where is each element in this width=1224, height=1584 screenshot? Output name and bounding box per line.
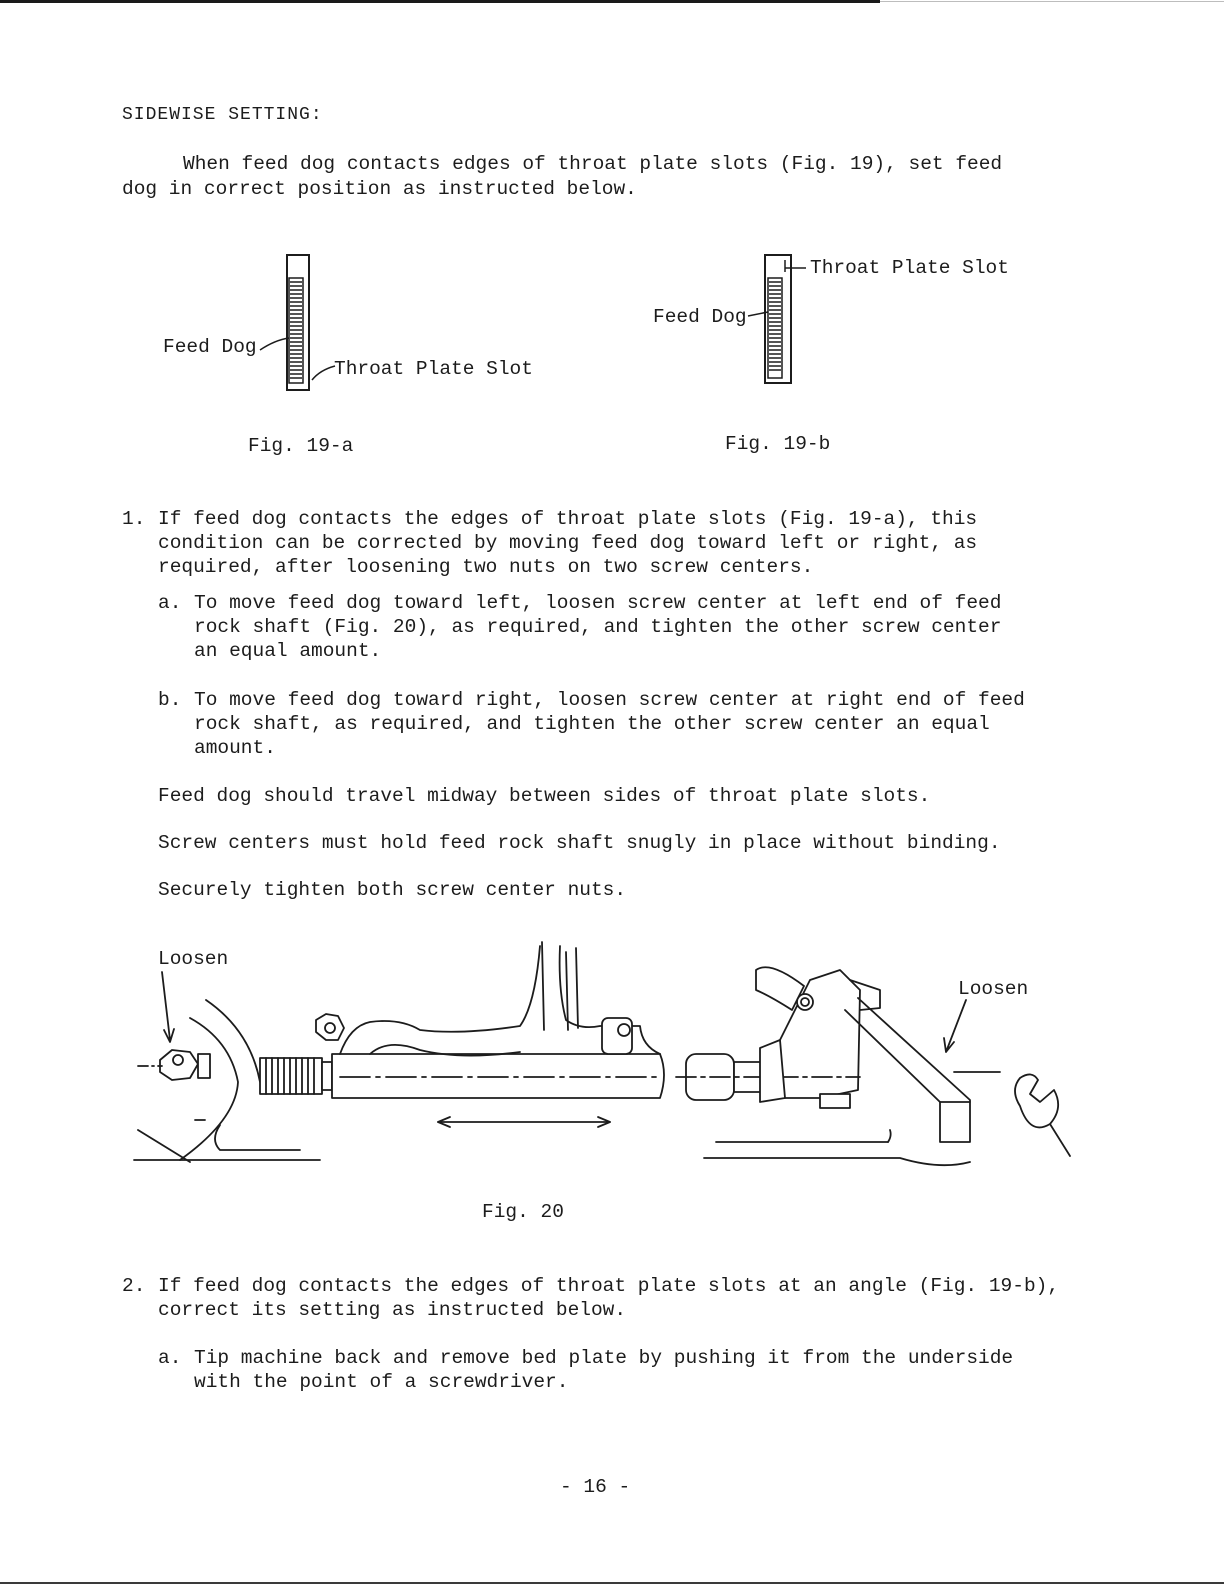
feed-dog-shape [289, 278, 303, 383]
loosen-right-label: Loosen [958, 978, 1029, 1000]
item-1b-line-2: rock shaft, as required, and tighten the other screw center an equal [194, 713, 990, 735]
throat-plate-slot-label-b: Throat Plate Slot [810, 257, 1009, 279]
throat-plate-slot-label-a: Throat Plate Slot [334, 358, 533, 380]
feed-dog-label-b: Feed Dog [653, 306, 747, 328]
figure-20 [120, 930, 1090, 1230]
loosen-left-arrow [162, 972, 174, 1042]
figure-19b [640, 240, 1060, 470]
item-2a-label: a. [158, 1347, 182, 1369]
item-1b-line-3: amount. [194, 737, 276, 759]
top-rule [0, 0, 880, 3]
left-casting [180, 1018, 238, 1160]
fig-19a-caption: Fig. 19-a [248, 435, 354, 457]
item-1-line-1: If feed dog contacts the edges of throat plate slots (Fig. 19-a), this [158, 508, 978, 530]
slot-leader [312, 366, 335, 380]
feed-dog-label-a: Feed Dog [163, 336, 257, 358]
item-1-line-3: required, after loosening two nuts on two screw centers. [158, 556, 814, 578]
item-1-line-2: condition can be corrected by moving feed dog toward left or right, as [158, 532, 978, 554]
item-2a-line-2: with the point of a screwdriver. [194, 1371, 569, 1393]
section-heading: SIDEWISE SETTING: [122, 105, 323, 125]
rock-shaft-arm [316, 942, 660, 1056]
intro-line-1: When feed dog contacts edges of throat plate slots (Fig. 19), set feed [183, 153, 1003, 175]
feed-rock-shaft [332, 1054, 664, 1098]
note-line-3: Securely tighten both screw center nuts. [158, 879, 627, 901]
bed-line-right [704, 1158, 970, 1165]
item-1b-line-1: To move feed dog toward right, loosen screw center at right end of feed [194, 689, 1025, 711]
page-number: - 16 - [560, 1476, 631, 1498]
motion-arrow [438, 1117, 610, 1127]
top-rule-faint [880, 1, 1224, 2]
left-screw-center-nut [160, 1050, 210, 1080]
item-1a-line-1: To move feed dog toward left, loosen screw center at left end of feed [194, 592, 1002, 614]
feed-dog-shape [768, 278, 782, 378]
item-2-line-2: correct its setting as instructed below. [158, 1299, 627, 1321]
item-1a-label: a. [158, 592, 182, 614]
item-1a-line-2: rock shaft (Fig. 20), as required, and tighten the other screw center [194, 616, 1002, 638]
threaded-stud [260, 1058, 332, 1094]
item-1-number: 1. [122, 508, 146, 530]
fig-19b-caption: Fig. 19-b [725, 433, 831, 455]
note-line-2: Screw centers must hold feed rock shaft snugly in place without binding. [158, 832, 1001, 854]
fig-20-caption: Fig. 20 [482, 1201, 564, 1223]
item-2a-line-1: Tip machine back and remove bed plate by pushing it from the underside [194, 1347, 1014, 1369]
loosen-left-label: Loosen [158, 948, 229, 970]
item-2-line-1: If feed dog contacts the edges of throat plate slots at an angle (Fig. 19-b), [158, 1275, 1060, 1297]
item-1a-line-3: an equal amount. [194, 640, 382, 662]
item-2-number: 2. [122, 1275, 146, 1297]
figure-19a [150, 240, 570, 470]
feed-dog-leader [260, 338, 289, 350]
loosen-right-arrow [944, 1000, 966, 1052]
feed-bar [845, 998, 1000, 1142]
intro-line-2: dog in correct position as instructed below. [122, 178, 637, 200]
note-line-1: Feed dog should travel midway between sides of throat plate slots. [158, 785, 931, 807]
right-bracket [756, 967, 880, 1108]
item-1b-label: b. [158, 689, 182, 711]
open-end-wrench [1015, 1074, 1070, 1156]
